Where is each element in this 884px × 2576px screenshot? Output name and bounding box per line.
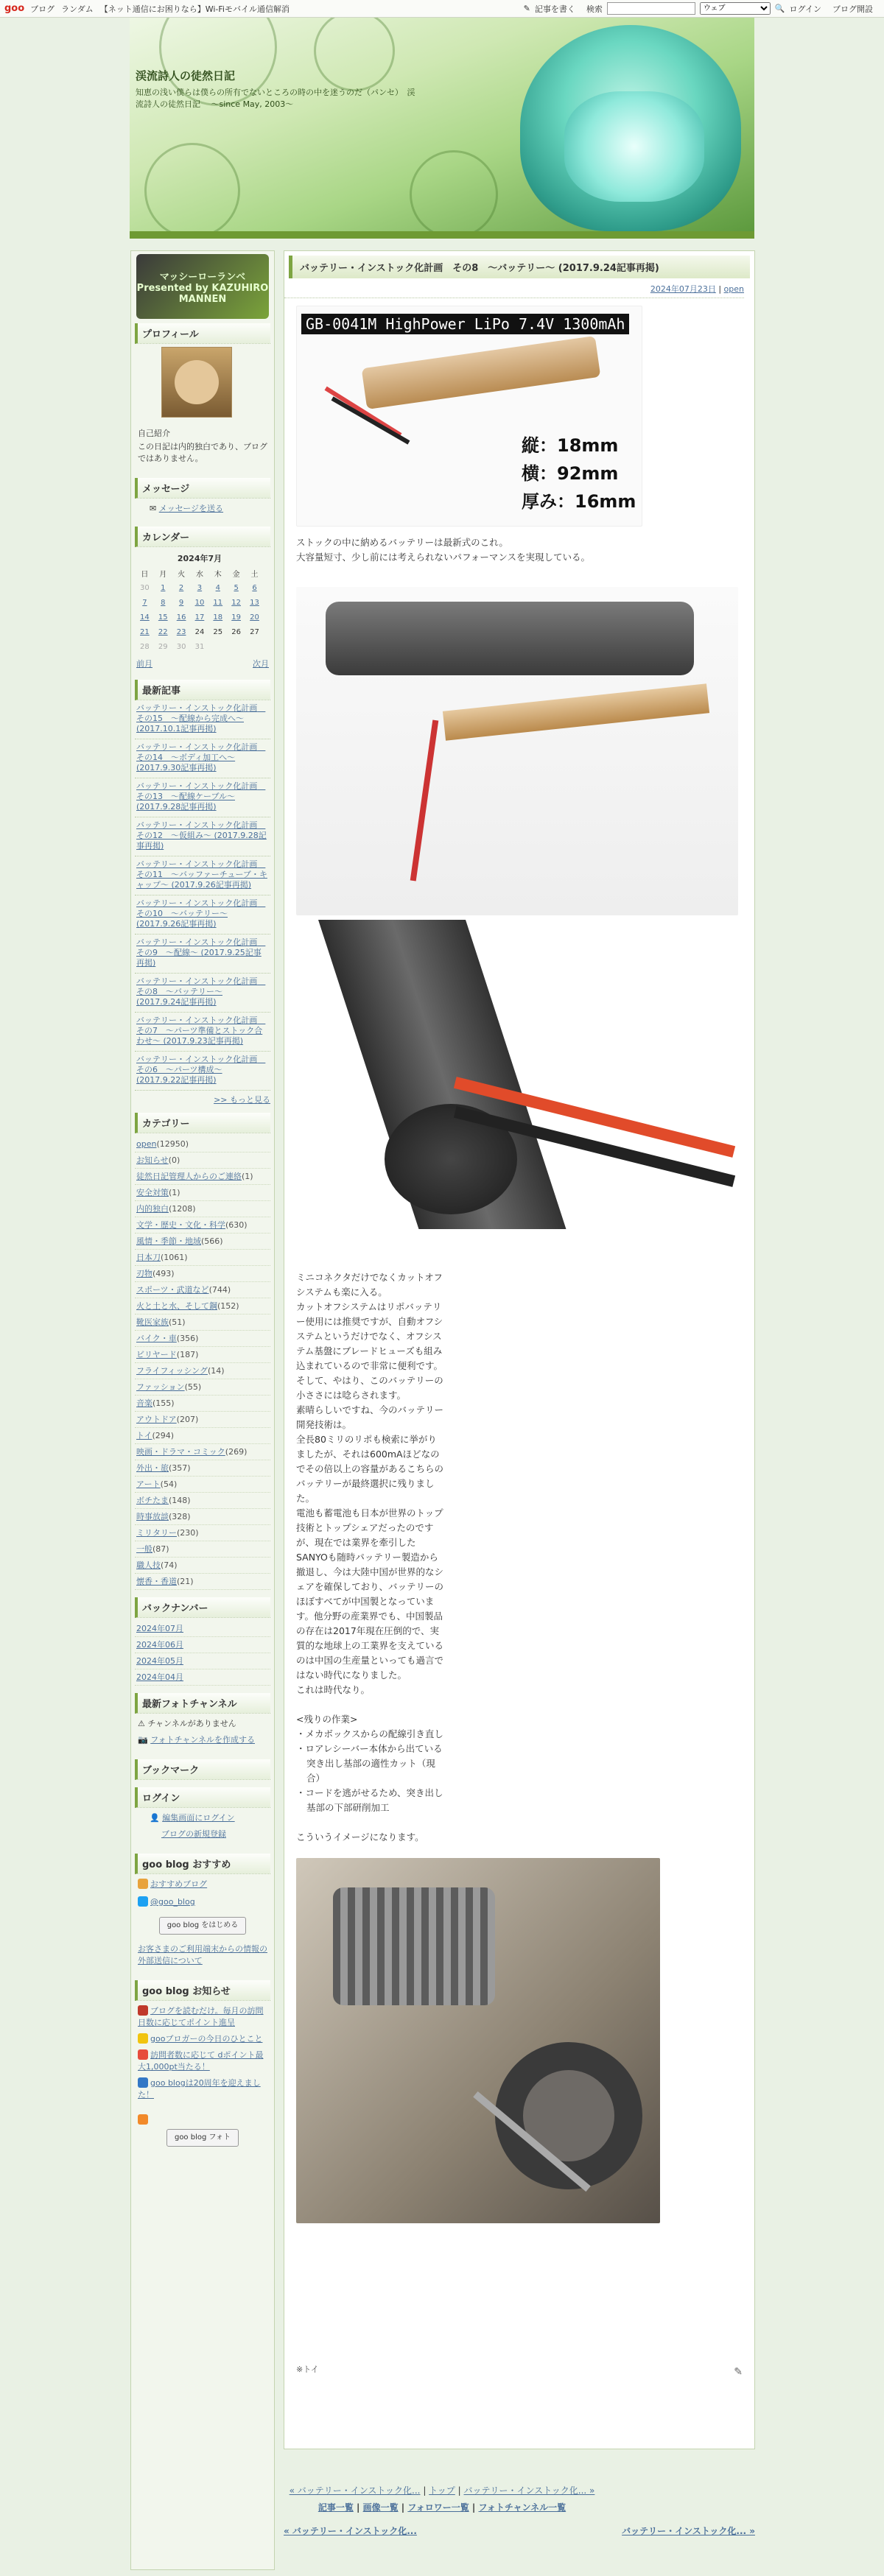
- spec-width: 横：92mm: [522, 463, 619, 484]
- calendar-day[interactable]: 18: [213, 613, 223, 622]
- news-link[interactable]: 訪問者数に応じて dポイント最大1,000pt当たる！: [138, 2050, 264, 2072]
- write-article-link[interactable]: 記事を書く: [534, 4, 575, 14]
- category-count: (1208): [169, 1204, 196, 1214]
- category-item: [135, 1282, 270, 1298]
- category-count: (55): [184, 1382, 202, 1392]
- category-count: (1): [169, 1188, 180, 1197]
- person-icon: 👤: [150, 1813, 160, 1823]
- category-count: (356): [176, 1334, 199, 1343]
- category-link[interactable]: 懐香・香道: [136, 1577, 177, 1586]
- recent-article-link[interactable]: バッテリー・インストック化計画 その13 ～配線ケーブル～ (2017.9.28記事再掲): [136, 781, 266, 812]
- weekday: 日: [141, 570, 149, 579]
- category-item: [135, 1185, 270, 1201]
- category-item: [135, 1363, 270, 1379]
- category-item: [135, 1574, 270, 1590]
- recent-article-item: [135, 1052, 270, 1091]
- next-article-link[interactable]: バッテリー・インストック化... »: [622, 2526, 755, 2536]
- category-item: [135, 1493, 270, 1509]
- intro-label: 自己紹介: [138, 429, 170, 438]
- category-count: (207): [176, 1415, 199, 1424]
- article-list-link[interactable]: 記事一覧: [318, 2502, 354, 2513]
- calendar-day[interactable]: 11: [213, 598, 223, 607]
- category-count: (12950): [156, 1139, 189, 1149]
- flower-ornament: [410, 150, 498, 239]
- bookmark-box: [135, 1759, 270, 1780]
- backnumber-item: [135, 1653, 270, 1669]
- calendar-day[interactable]: 9: [178, 598, 184, 607]
- blog-title[interactable]: 渓流詩人の徒然日記: [136, 69, 236, 82]
- sidebar-banner[interactable]: マッシーローランベ Presented by KAZUHIRO MANNEN: [136, 254, 269, 319]
- recent-article-link[interactable]: バッテリー・インストック化計画 その7 ～パーツ準備とストック合わせ～ (2017.9.23記事再掲): [136, 1016, 266, 1046]
- backnumber-link[interactable]: 2024年07月: [136, 1624, 183, 1633]
- calendar-day[interactable]: 27: [250, 627, 259, 636]
- calendar-day[interactable]: 30: [176, 642, 186, 651]
- recent-article-link[interactable]: バッテリー・インストック化計画 その11 ～バッファーチューブ・キャップ～ (2017.9.26記事再掲): [136, 859, 267, 890]
- calendar-day[interactable]: 21: [140, 627, 150, 636]
- category-count: (328): [169, 1512, 191, 1521]
- category-item: [135, 1266, 270, 1282]
- shaved-ice: [564, 91, 704, 202]
- category-link[interactable]: 風情・季節・地域: [136, 1236, 201, 1246]
- calendar-table: [135, 550, 264, 655]
- category-item: [135, 1347, 270, 1363]
- external-info-link[interactable]: お客さまのご利用端末からの情報の外部送信について: [138, 1944, 267, 1966]
- photo-channel-heading: 最新フォトチャンネル: [135, 1693, 270, 1714]
- calendar-day[interactable]: 3: [197, 583, 203, 592]
- category-count: (269): [225, 1447, 248, 1457]
- news-item: [138, 2005, 267, 2029]
- battery-pack: [443, 683, 709, 740]
- weekday: 木: [214, 570, 222, 579]
- paragraph: これは時代なり。: [296, 1684, 371, 1695]
- recent-article-item: [135, 778, 270, 817]
- spec-thickness: 厚み：16mm: [522, 491, 636, 512]
- goo-logo[interactable]: goo: [4, 3, 25, 14]
- start-goo-blog-button[interactable]: goo blog をはじめる: [159, 1917, 247, 1935]
- backnumber-box: [135, 1597, 270, 1686]
- image-list-link[interactable]: 画像一覧: [362, 2502, 399, 2513]
- calendar-day[interactable]: 16: [176, 613, 186, 622]
- recent-article-link[interactable]: バッテリー・インストック化計画 その10 ～バッテリー～ (2017.9.26記事再掲): [136, 898, 266, 929]
- category-link[interactable]: 映画・ドラマ・コミック: [136, 1447, 225, 1457]
- paragraph: 全長80ミリのリポも検索に挙がりましたが、それは600mAほどなのでその倍以上の容量があるこちらのバッテリーが最終選択に残りました。: [296, 1434, 444, 1504]
- paragraph: ストックの中に納めるバッテリーは最新式のこれ。: [296, 537, 508, 548]
- category-link[interactable]: ボチたま: [136, 1496, 169, 1505]
- category-link[interactable]: 徒然日記管理人からのご連絡: [136, 1172, 242, 1181]
- next-entry-link[interactable]: バッテリー・インストック化... »: [463, 2485, 595, 2496]
- battery-photo[interactable]: [296, 306, 642, 527]
- search-scope-select[interactable]: [700, 2, 771, 15]
- entry-title-link[interactable]: バッテリー・インストック化計画 その8 ～バッテリー～ (2017.9.24記事再掲): [300, 263, 659, 274]
- news-heading: goo blog お知らせ: [135, 1980, 270, 2001]
- search-label: 検索: [586, 4, 603, 14]
- recent-article-link[interactable]: バッテリー・インストック化計画 その14 ～ボディ加工へ～ (2017.9.30記事再掲): [136, 742, 266, 773]
- send-message-link[interactable]: メッセージを送る: [158, 504, 224, 513]
- blog-icon: [138, 1879, 148, 1889]
- category-count: (152): [217, 1301, 239, 1311]
- category-count: (294): [152, 1431, 175, 1440]
- avatar[interactable]: [161, 347, 232, 418]
- recent-heading: 最新記事: [135, 680, 270, 700]
- category-link[interactable]: トイ: [136, 1431, 152, 1440]
- todo-item: ・ロアレシーバー本体から出ている突き出し基部の適性カット（現合）: [296, 1743, 443, 1784]
- category-link[interactable]: 火と土と水、そして鋼: [136, 1301, 217, 1311]
- weekday: 月: [159, 570, 167, 579]
- category-item: [135, 1217, 270, 1234]
- paragraph: 素晴らしいですね、今のバッテリー開発技術は。: [296, 1404, 444, 1430]
- weekday: 水: [195, 570, 203, 579]
- spring: [333, 1887, 495, 2005]
- news-link[interactable]: goo blogは20周年を迎えました！: [138, 2078, 261, 2100]
- category-count: (87): [152, 1544, 169, 1554]
- weekday: 金: [232, 570, 240, 579]
- twitter-link[interactable]: @goo_blog: [150, 1897, 195, 1907]
- category-item: [135, 1201, 270, 1217]
- category-item: [135, 1136, 270, 1152]
- blog-description: 知恵の浅い僕らは僕らの所有でないところの時の中を迷うのだ（パンセ） 渓流詩人の徒然日記 ～since May, 2003～: [136, 88, 415, 109]
- category-item: [135, 1298, 270, 1315]
- category-link[interactable]: 日本刀: [136, 1253, 161, 1262]
- wifi-ad-link[interactable]: 【ネット通信にお困りなら】Wi-Fiモバイル通信解消: [99, 4, 290, 14]
- recent-article-item: [135, 817, 270, 856]
- news-item: [138, 2049, 267, 2073]
- body-text: [296, 1270, 443, 1697]
- battery-specs: [522, 432, 636, 515]
- calendar-day[interactable]: 5: [234, 583, 239, 592]
- backnumber-item: [135, 1621, 270, 1637]
- no-channel-text: チャンネルがありません: [147, 1719, 236, 1728]
- calendar-day[interactable]: 7: [142, 598, 147, 607]
- paragraph: 電池も蓄電池も日本が世界のトップ技術とトップシェアだったのですが、現在では業界を牽引したSANYOも随時パッテリー製造から撤退し、今は大陸中国が世界的なシェアを確保しており、バッテリーのほぼすべてが中国製となっています。他分野の産業界でも、中国製品の存在は2017年現在圧倒的で、実質的な地球上の工業界を支えているのは中国の生産量といっても過言ではない時代になりました。: [296, 1507, 444, 1681]
- search-input[interactable]: [607, 2, 695, 15]
- pencil-icon[interactable]: ✎: [734, 2366, 743, 2378]
- battery-model-label: GB-0041M HighPower LiPo 7.4V 1300mAh: [301, 314, 629, 334]
- calendar-day[interactable]: 8: [161, 598, 166, 607]
- flower-ornament: [314, 18, 395, 91]
- footer-links: 記事一覧 | 画像一覧 | フォロワー一覧 | フォトチャンネル一覧: [318, 2502, 566, 2513]
- pencil-icon: ✎: [523, 4, 530, 13]
- category-item: [135, 1444, 270, 1460]
- calendar-day[interactable]: 19: [231, 613, 241, 622]
- register-blog-link[interactable]: ブログの新規登録: [161, 1829, 226, 1839]
- calendar-weekdays: [136, 566, 263, 580]
- category-link[interactable]: 一般: [136, 1544, 152, 1554]
- recent-article-item: [135, 856, 270, 895]
- category-count: (148): [169, 1496, 191, 1505]
- weekday: 土: [250, 570, 259, 579]
- category-link[interactable]: ミリタリー: [136, 1528, 177, 1538]
- category-item: [135, 1558, 270, 1574]
- recent-article-item: [135, 974, 270, 1013]
- category-count: (0): [168, 1155, 180, 1165]
- recommend-heading: goo blog おすすめ: [135, 1854, 270, 1874]
- category-link[interactable]: 職人技: [136, 1560, 161, 1570]
- assembly-photo[interactable]: [296, 1858, 660, 2223]
- photo-channel-box: [135, 1693, 270, 1752]
- calendar-day[interactable]: 25: [213, 627, 223, 636]
- battery-pack: [362, 336, 601, 409]
- todo-item: ・コードを逃がせるため、突き出し基部の下部研削加工: [296, 1787, 443, 1813]
- category-count: (493): [152, 1269, 175, 1278]
- calendar-day[interactable]: 2: [178, 583, 184, 592]
- entry-meta: 2024年07月23日 | open: [284, 283, 744, 298]
- top-bar: [0, 0, 884, 18]
- prev-article-link[interactable]: « バッテリー・インストック化...: [284, 2526, 417, 2536]
- calendar-day[interactable]: 24: [194, 627, 205, 636]
- recent-article-link[interactable]: バッテリー・インストック化計画 その15 ～配線から完成へ～ (2017.10.1記事再掲): [136, 703, 266, 733]
- calendar-box: [135, 527, 270, 672]
- backnumber-item: [135, 1637, 270, 1653]
- category-link[interactable]: バイク・車: [136, 1334, 177, 1343]
- entry-title: [289, 256, 750, 278]
- calendar-day[interactable]: 10: [194, 598, 205, 607]
- paragraph: ミニコネクタだけでなくカットオフシステムも楽に入る。: [296, 1272, 443, 1298]
- login-box: [135, 1787, 270, 1846]
- main-column: [284, 250, 755, 2449]
- entry-body: [284, 306, 754, 2223]
- calendar-day[interactable]: 4: [215, 583, 220, 592]
- open-blog-link[interactable]: ブログ開設: [832, 4, 873, 14]
- category-link[interactable]: 文学・歴史・文化・科学: [136, 1220, 225, 1230]
- calendar-day[interactable]: 15: [158, 613, 168, 622]
- buffer-tube: [326, 602, 694, 675]
- category-item: [135, 1152, 270, 1169]
- news-icon: [138, 2033, 148, 2044]
- calendar-caption: 2024年7月: [177, 554, 222, 563]
- calendar-day[interactable]: 13: [250, 598, 259, 607]
- photo-channel-list-link[interactable]: フォトチャンネル一覧: [478, 2502, 566, 2513]
- recommend-box: [135, 1854, 270, 1973]
- news-icon: [138, 2049, 148, 2060]
- category-count: (1): [242, 1172, 253, 1181]
- spec-length: 縦：18mm: [522, 435, 619, 456]
- recent-article-link[interactable]: バッテリー・インストック化計画 その12 ～仮組み～ (2017.9.28記事再掲): [136, 820, 267, 851]
- category-item: [135, 1234, 270, 1250]
- recent-article-item: [135, 935, 270, 974]
- category-link[interactable]: ビリヤード: [136, 1350, 177, 1359]
- follower-list-link[interactable]: フォロワー一覧: [407, 2502, 469, 2513]
- paragraph: 大容量短寸、少し前には考えられないパフォーマンスを実現している。: [296, 552, 591, 563]
- recent-box: [135, 680, 270, 1105]
- entry-category-link[interactable]: open: [723, 284, 744, 294]
- login-heading: ログイン: [135, 1787, 270, 1808]
- news-icon: [138, 2005, 148, 2016]
- category-link[interactable]: 内的独白: [136, 1204, 169, 1214]
- next-month-link[interactable]: 次月: [253, 659, 269, 669]
- category-count: (14): [207, 1366, 225, 1376]
- backnumber-link[interactable]: 2024年04月: [136, 1672, 183, 1682]
- recent-article-link[interactable]: バッテリー・インストック化計画 その6 ～パーツ構成～ (2017.9.22記事再掲): [136, 1055, 266, 1085]
- category-link[interactable]: フライフィッシング: [136, 1366, 208, 1376]
- recent-article-item: [135, 700, 270, 739]
- profile-box: [135, 323, 270, 471]
- stock-tube-photo[interactable]: [296, 587, 738, 915]
- prev-entry-link[interactable]: « バッテリー・インストック化...: [289, 2485, 421, 2496]
- category-link[interactable]: ファッション: [136, 1382, 185, 1392]
- profile-heading: プロフィール: [135, 323, 270, 344]
- category-count: (187): [176, 1350, 199, 1359]
- calendar-day[interactable]: 17: [194, 613, 205, 622]
- calendar-day[interactable]: 12: [231, 598, 241, 607]
- calendar-day[interactable]: 20: [250, 613, 259, 622]
- category-count: (1061): [161, 1253, 188, 1262]
- category-count: (566): [201, 1236, 223, 1246]
- closing-text: こういうイメージになります。: [296, 1831, 424, 1843]
- category-link[interactable]: 外出・旅: [136, 1463, 169, 1473]
- category-heading: カテゴリー: [135, 1113, 270, 1133]
- red-wire: [410, 720, 439, 881]
- tube-closeup-photo[interactable]: [296, 920, 738, 1248]
- category-link[interactable]: 安全対策: [136, 1188, 169, 1197]
- edit-login-link[interactable]: 編集画面にログイン: [162, 1813, 235, 1823]
- recent-article-item: [135, 739, 270, 778]
- bookmark-heading: ブックマーク: [135, 1759, 270, 1780]
- entry-tag[interactable]: ※トイ: [296, 2365, 319, 2374]
- pagination: « バッテリー・インストック化... | トップ | バッテリー・インストック化... »: [289, 2485, 595, 2496]
- calendar-day[interactable]: 6: [252, 583, 257, 592]
- category-link[interactable]: 刃物: [136, 1269, 152, 1278]
- calendar-day[interactable]: 26: [231, 627, 241, 636]
- recent-article-link[interactable]: バッテリー・インストック化計画 その8 ～バッテリー～ (2017.9.24記事再掲): [136, 976, 266, 1007]
- prev-next-nav: [284, 2524, 755, 2537]
- news-item: [138, 2033, 267, 2045]
- category-count: (74): [161, 1560, 178, 1570]
- blog-link[interactable]: ブログ: [30, 4, 55, 14]
- category-count: (54): [160, 1479, 178, 1489]
- category-item: [135, 1169, 270, 1185]
- category-link[interactable]: open: [136, 1139, 157, 1149]
- category-item: [135, 1509, 270, 1525]
- category-count: (357): [169, 1463, 191, 1473]
- paragraph: カットオフシステムはリポバッテリー使用には推奨ですが、自動オフシステムというだけでなく、オフシステム基盤にブレードヒューズも組み込まれているので非常に便利です。: [296, 1301, 443, 1371]
- category-box: [135, 1113, 270, 1590]
- prev-month-link[interactable]: 前月: [136, 659, 152, 669]
- news-icon: [138, 2077, 148, 2088]
- recent-article-item: [135, 1013, 270, 1052]
- calendar-day: [246, 640, 263, 653]
- top-link[interactable]: トップ: [429, 2485, 455, 2496]
- recent-article-link[interactable]: バッテリー・インストック化計画 その9 ～配線～ (2017.9.25記事再掲): [136, 937, 266, 968]
- category-item: [135, 1525, 270, 1541]
- category-link[interactable]: アウトドア: [136, 1415, 177, 1424]
- paragraph: そして、やはり、このバッテリーの小ささには唸らされます。: [296, 1375, 443, 1401]
- category-count: (744): [208, 1285, 231, 1295]
- todo-section: [296, 1712, 443, 1815]
- news-box: [135, 1980, 270, 2153]
- category-item: [135, 1396, 270, 1412]
- category-link[interactable]: 時事放談: [136, 1512, 169, 1521]
- calendar-day[interactable]: 30: [140, 583, 150, 592]
- news-link[interactable]: gooブロガーの今日のひとこと: [150, 2034, 263, 2044]
- recent-article-item: [135, 895, 270, 935]
- category-count: (155): [152, 1398, 175, 1408]
- calendar-day[interactable]: 22: [158, 627, 168, 636]
- flower-ornament: [144, 143, 240, 239]
- sidebar: [130, 250, 275, 2570]
- warning-icon: ⚠: [138, 1719, 145, 1728]
- calendar-day[interactable]: 14: [140, 613, 150, 622]
- calendar-heading: カレンダー: [135, 527, 270, 547]
- category-item: [135, 1412, 270, 1428]
- intro-text: この日記は内的独白であり、ブログではありません。: [138, 442, 267, 463]
- category-count: (630): [225, 1220, 248, 1230]
- goo-blog-photo-button[interactable]: goo blog フォト: [166, 2129, 239, 2147]
- backnumber-link[interactable]: 2024年05月: [136, 1656, 183, 1666]
- message-box: [135, 478, 270, 519]
- category-link[interactable]: アート: [136, 1479, 161, 1489]
- random-link[interactable]: ランダム: [61, 4, 94, 14]
- calendar-day[interactable]: 23: [176, 627, 186, 636]
- category-link[interactable]: スポーツ・武道など: [136, 1285, 209, 1295]
- category-link[interactable]: お知らせ: [136, 1155, 169, 1165]
- calendar-day[interactable]: 28: [140, 642, 150, 651]
- create-photo-channel-link[interactable]: フォトチャンネルを作成する: [150, 1735, 255, 1745]
- category-item: [135, 1331, 270, 1347]
- twitter-icon: [138, 1896, 148, 1907]
- category-item: [135, 1250, 270, 1266]
- todo-item: ・メカボックスからの配線引き直し: [296, 1728, 443, 1739]
- calendar-day[interactable]: 29: [158, 642, 168, 651]
- envelope-icon: ✉: [150, 504, 157, 513]
- category-count: (230): [177, 1528, 199, 1538]
- category-item: [135, 1315, 270, 1331]
- backnumber-item: [135, 1669, 270, 1686]
- news-item: [138, 2077, 267, 2101]
- category-link[interactable]: 靴医家族: [136, 1317, 169, 1327]
- category-count: (51): [169, 1317, 186, 1327]
- search-icon[interactable]: 🔍: [774, 4, 785, 13]
- calendar-day[interactable]: 31: [194, 642, 205, 651]
- todo-title: <残りの作業>: [296, 1714, 358, 1725]
- calendar-day[interactable]: 1: [161, 583, 166, 592]
- backnumber-heading: バックナンバー: [135, 1597, 270, 1618]
- entry-date-link[interactable]: 2024年07月23日: [650, 284, 716, 294]
- message-heading: メッセージ: [135, 478, 270, 499]
- category-item: [135, 1460, 270, 1477]
- weekday: 火: [178, 570, 186, 579]
- backnumber-link[interactable]: 2024年06月: [136, 1640, 183, 1650]
- category-link[interactable]: 音楽: [136, 1398, 152, 1408]
- camera-icon: 📷: [138, 1735, 148, 1745]
- category-item: [135, 1477, 270, 1493]
- blog-header: [130, 18, 754, 239]
- category-item: [135, 1541, 270, 1558]
- login-link[interactable]: ログイン: [789, 4, 821, 14]
- calendar-day: [228, 640, 245, 653]
- recommend-blogs-link[interactable]: おすすめブログ: [150, 1879, 208, 1889]
- category-item: [135, 1428, 270, 1444]
- news-link[interactable]: ブログを読むだけ。毎月の訪問日数に応じてポイント進呈: [138, 2006, 264, 2027]
- category-item: [135, 1379, 270, 1396]
- calendar-day: [209, 640, 226, 653]
- rss-icon[interactable]: [138, 2114, 148, 2125]
- more-articles-link[interactable]: >> もっと見る: [214, 1095, 270, 1105]
- category-count: (21): [177, 1577, 194, 1586]
